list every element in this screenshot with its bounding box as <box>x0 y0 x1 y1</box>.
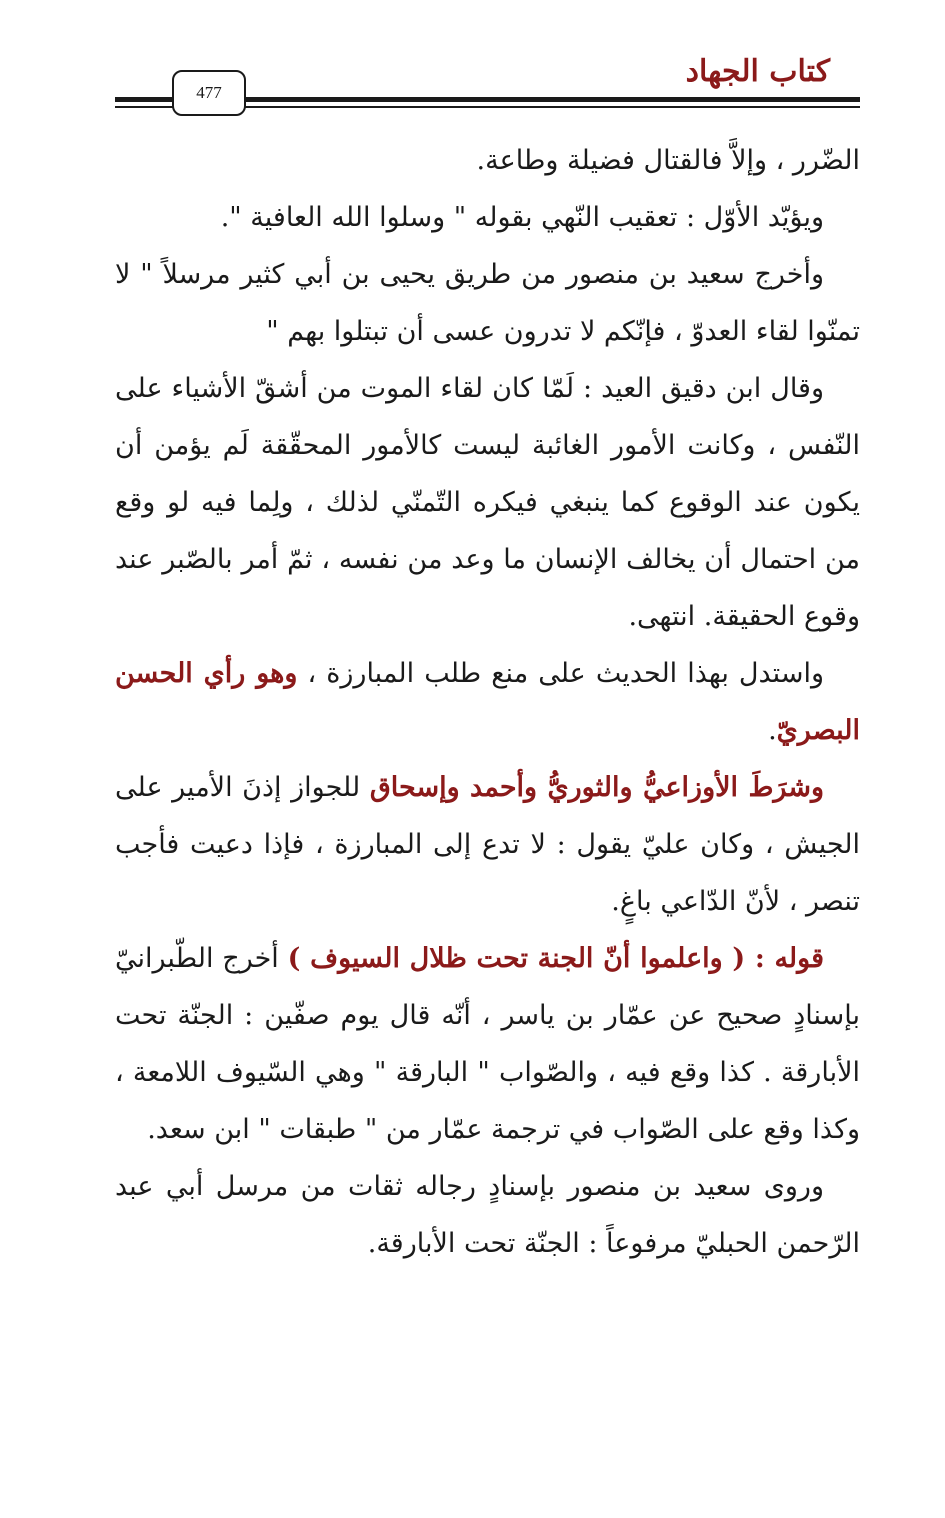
paragraph <box>115 645 860 759</box>
body-text: واستدل بهذا الحديث على منع طلب المبارزة ، <box>297 658 824 689</box>
paragraph <box>115 189 860 246</box>
body-text: للجواز إذنَ الأمير على الجيش ، وكان عليّ يقول : لا تدع إلى المبارزة ، فإذا دعيت فأجب تنصر ، لأنّ الدّاعي باغٍ. <box>115 772 860 917</box>
body-text: وقال ابن دقيق العيد : لَمّا كان لقاء الموت من أشقّ الأشياء على النّفس ، وكانت الأمور الغائبة ليست كالأمور المحقّقة لَم يؤمن أن يكون عند الوقوع كما ينبغي فيكره التّمنّي لذلك ، ولِما فيه لو وقع من احتمال أن يخالف الإنسان ما وعد من نفسه ، ثمّ أمر بالصّبر عند وقوع الحقيقة. انتهى. <box>115 373 860 632</box>
paragraph <box>115 930 860 1158</box>
body-text: . <box>768 715 777 746</box>
page-header <box>0 0 945 130</box>
paragraph <box>115 246 860 360</box>
body-text: أخرج الطّبرانيّ بإسنادٍ صحيح عن عمّار بن ياسر ، أنّه قال يوم صفّين : الجنّة تحت الأبارقة . كذا وقع فيه ، والصّواب " البارقة " وهي السّيوف اللامعة ، وكذا وقع على الصّواب في ترجمة عمّار من " طبقات " ابن سعد. <box>115 943 860 1145</box>
chapter-title: كتاب الجهاد <box>685 54 830 89</box>
highlighted-text: قوله : ( واعلموا أنّ الجنة تحت ظلال السيوف ) <box>287 943 824 974</box>
page-body-text <box>115 132 860 1272</box>
page-number-badge: 477 <box>172 70 246 116</box>
body-text: وروى سعيد بن منصور بإسنادٍ رجاله ثقات من مرسل أبي عبد الرّحمن الحبليّ مرفوعاً : الجنّة تحت الأبارقة. <box>115 1171 860 1259</box>
body-text: الضّرر ، وإلاَّ فالقتال فضيلة وطاعة. <box>476 145 860 176</box>
highlighted-text: وهو رأي الحسن البصريّ <box>115 658 860 746</box>
highlighted-text: وشرَطَ الأوزاعيُّ والثوريُّ وأحمد وإسحاق <box>369 772 824 803</box>
paragraph <box>115 759 860 930</box>
body-text: ويؤيّد الأوّل : تعقيب النّهي بقوله " وسلوا الله العافية ". <box>220 202 824 233</box>
paragraph <box>115 132 860 189</box>
paragraph <box>115 360 860 645</box>
body-text: وأخرج سعيد بن منصور من طريق يحيى بن أبي كثير مرسلاً " لا تمنّوا لقاء العدوّ ، فإنّكم لا تدرون عسى أن تبتلوا بهم " <box>115 259 860 347</box>
paragraph <box>115 1158 860 1272</box>
